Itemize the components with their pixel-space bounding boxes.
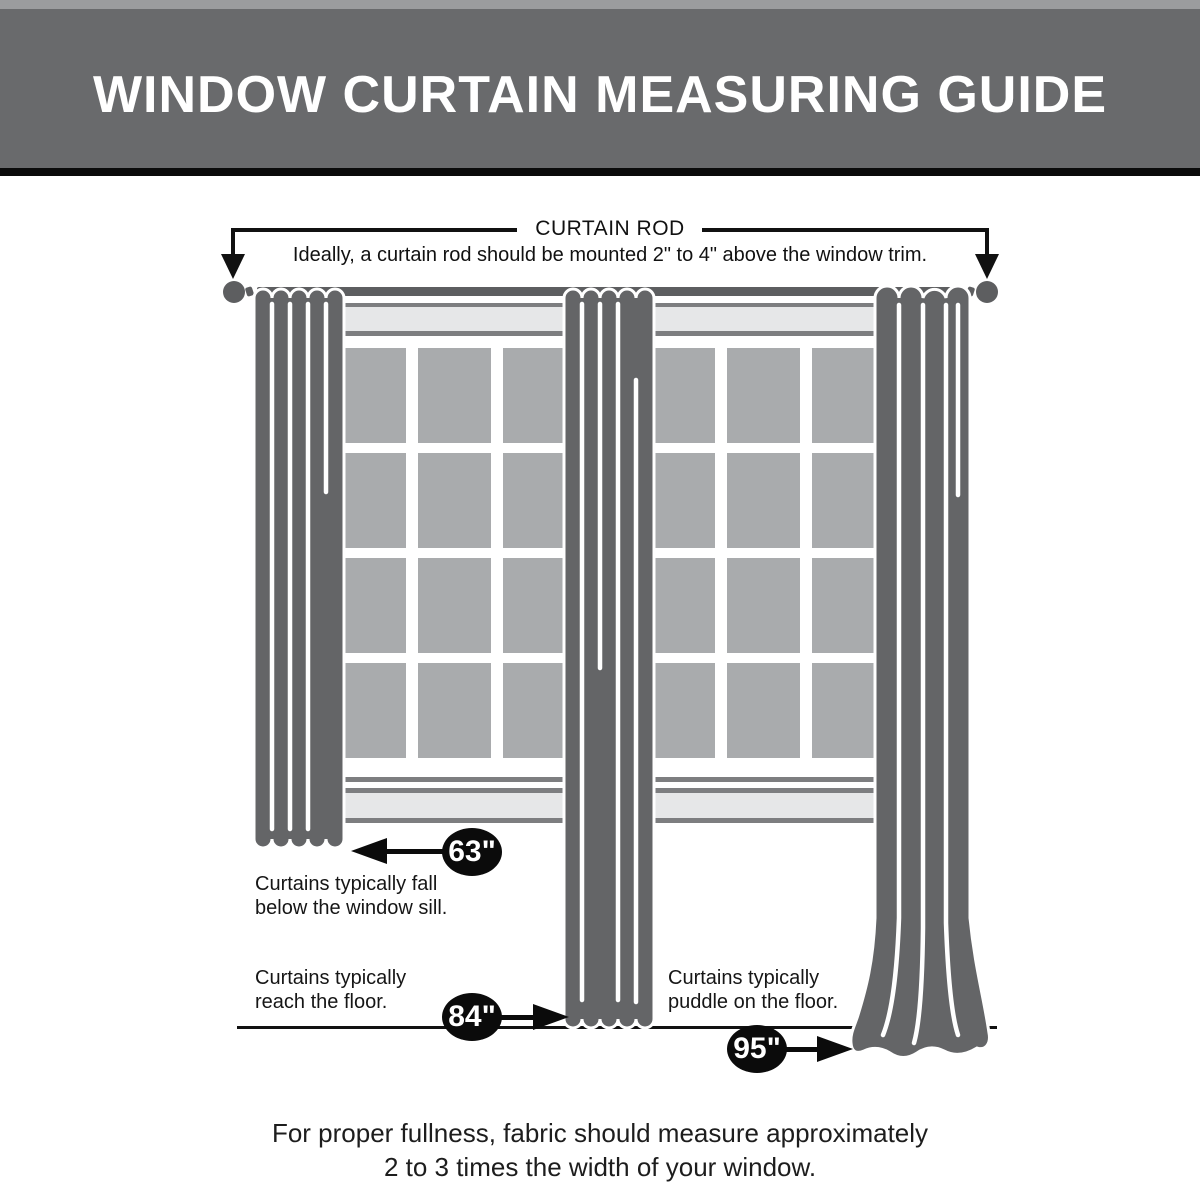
- caption-floor-length: [255, 966, 406, 1014]
- caption-sill-line2: below the window sill.: [255, 897, 448, 919]
- measure-95-arrow-line: [784, 1047, 818, 1052]
- fullness-note-line1: For proper fullness, fabric should measure approximately: [271, 1118, 929, 1148]
- header-banner: [0, 9, 1200, 168]
- caption-puddle-line2: puddle on the floor.: [668, 991, 839, 1013]
- header-divider: [0, 168, 1200, 176]
- rod-pointer-stem-right: [985, 228, 989, 256]
- curtain-sill-length-graphic: [251, 283, 347, 861]
- measure-84-arrow-line: [499, 1015, 535, 1020]
- measure-95-arrow-icon: [817, 1036, 853, 1062]
- caption-floor-line1: Curtains typically: [255, 967, 407, 989]
- rod-pointer-stem-left: [231, 228, 235, 256]
- measure-63-badge: 63": [442, 828, 502, 876]
- caption-puddle-length: [668, 966, 838, 1014]
- caption-puddle-line1: Curtains typically: [668, 967, 820, 989]
- rod-pointer-arrow-left-icon: [221, 254, 245, 279]
- window-pane-grid-left: [333, 348, 576, 758]
- caption-sill-length: [255, 872, 447, 920]
- page-title: WINDOW CURTAIN MEASURING GUIDE: [92, 65, 1108, 124]
- caption-sill-line1: Curtains typically fall: [255, 873, 438, 895]
- header-top-strip: [0, 0, 1200, 9]
- rod-pointer-arrow-right-icon: [975, 254, 999, 279]
- curtain-rod-label: CURTAIN ROD: [535, 217, 685, 240]
- measure-95-badge: 95": [727, 1025, 787, 1073]
- measure-84-badge: 84": [442, 993, 502, 1041]
- caption-floor-line2: reach the floor.: [255, 991, 388, 1013]
- curtain-floor-length-graphic: [561, 283, 657, 1037]
- rod-bracket-line-right: [702, 228, 988, 232]
- fullness-note-line2: 2 to 3 times the width of your window.: [383, 1152, 817, 1182]
- measure-63-arrow-line: [386, 849, 444, 854]
- measure-84-arrow-icon: [533, 1004, 569, 1030]
- rod-mounting-note: Ideally, a curtain rod should be mounted 2" to 4" above the window trim.: [292, 244, 928, 266]
- rod-bracket-line-left: [231, 228, 517, 232]
- fullness-note: [0, 1116, 1200, 1184]
- measure-63-arrow-icon: [351, 838, 387, 864]
- curtain-puddle-length-graphic: [845, 283, 997, 1073]
- rod-finial-left: [223, 281, 245, 303]
